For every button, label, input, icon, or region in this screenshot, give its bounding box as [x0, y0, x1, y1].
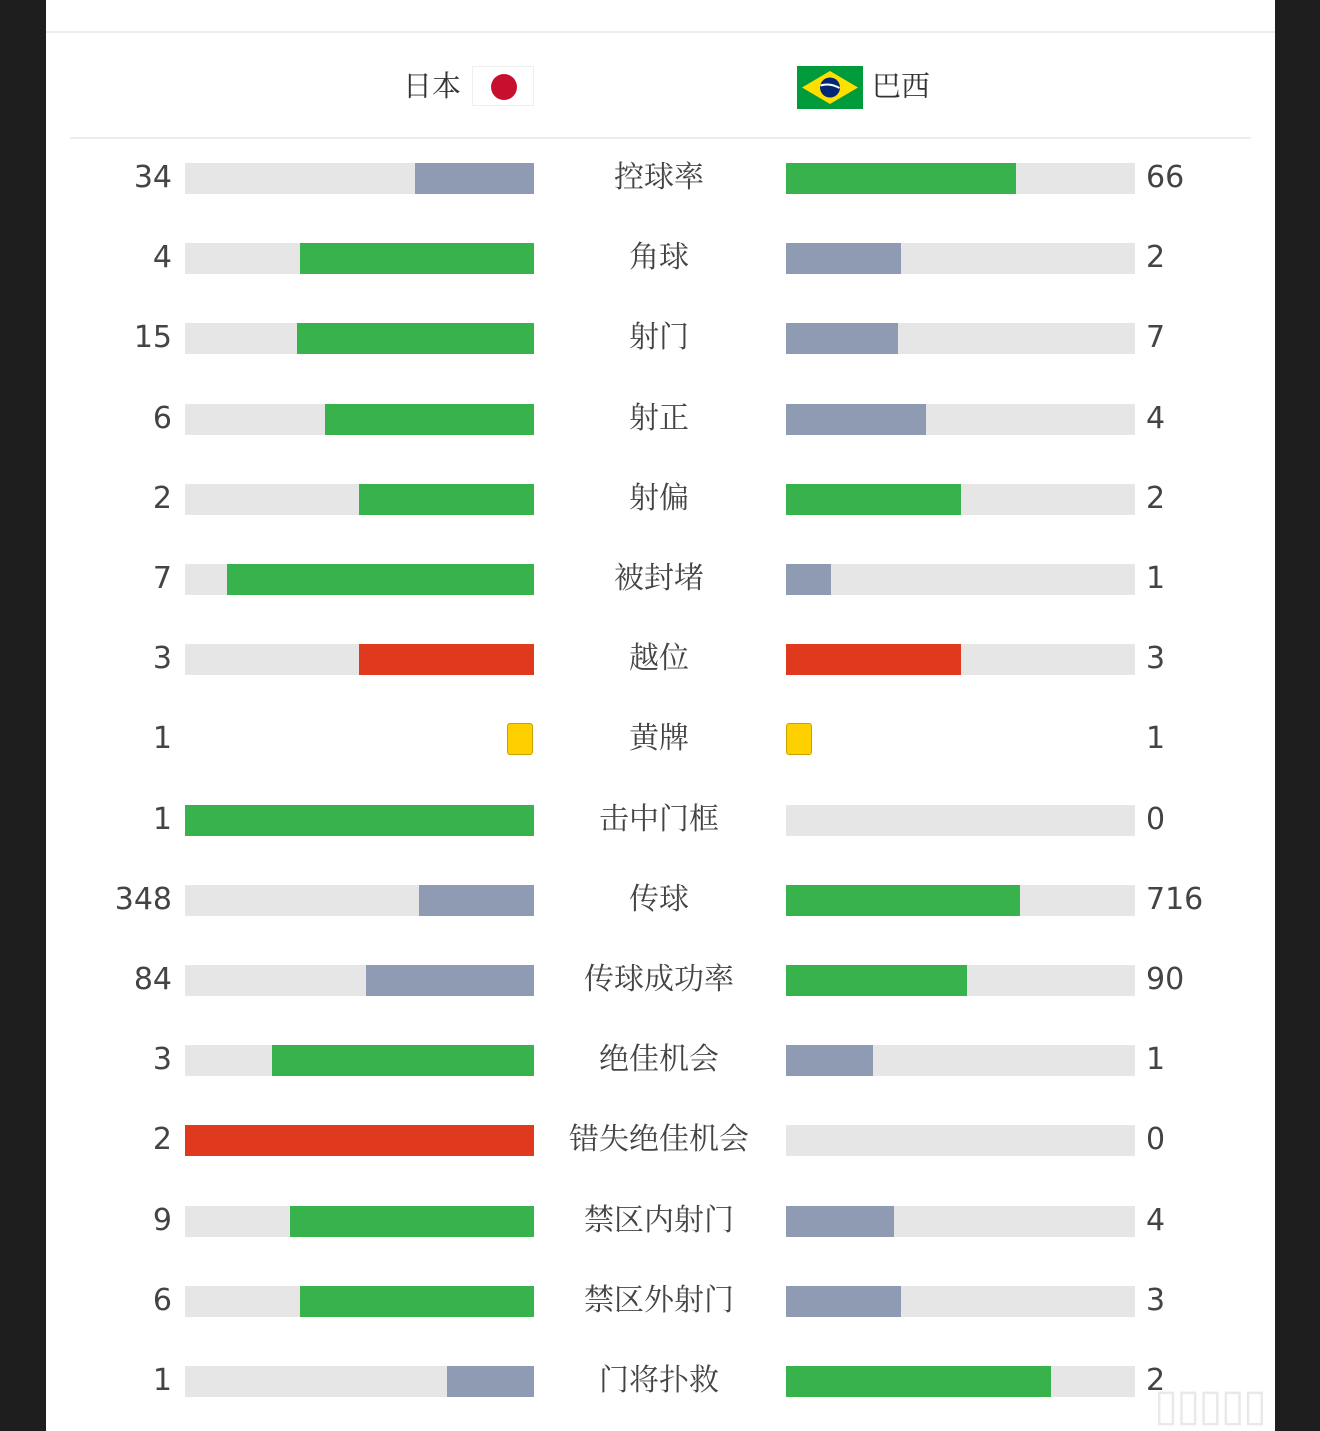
away-value: 1	[1146, 1042, 1166, 1078]
home-value: 9	[152, 1202, 172, 1238]
away-value: 0	[1146, 801, 1166, 837]
away-bar-track	[786, 965, 1135, 996]
away-bar-track	[786, 564, 1135, 595]
stat-label: 击中门框	[599, 801, 719, 837]
home-value: 7	[152, 561, 172, 596]
brazil-flag-icon	[797, 66, 863, 109]
away-value: 2	[1146, 1363, 1166, 1398]
home-value: 34	[133, 160, 172, 195]
home-bar-track	[185, 885, 534, 916]
stat-label: 被封堵	[614, 561, 704, 596]
away-bar-fill	[786, 323, 898, 354]
away-bar-track	[786, 323, 1135, 354]
away-team-name: 巴西	[872, 69, 931, 103]
japan-flag-icon	[472, 66, 534, 106]
home-bar-track	[185, 243, 534, 274]
away-bar-fill	[786, 564, 831, 595]
home-bar-fill	[359, 484, 534, 515]
home-bar-fill	[297, 323, 534, 354]
stat-row	[46, 1341, 1275, 1421]
home-bar-fill	[415, 163, 534, 194]
home-bar-track	[185, 1286, 534, 1317]
top-divider	[46, 31, 1275, 33]
home-value: 2	[152, 1122, 172, 1158]
away-bar-track	[786, 404, 1135, 435]
watermark-logo: ▯▯▯▯▯	[1154, 1380, 1266, 1431]
away-bar-fill	[786, 1045, 873, 1076]
home-bar-fill	[272, 1045, 534, 1076]
away-value: 4	[1146, 400, 1166, 436]
away-bar-track	[786, 1125, 1135, 1156]
stat-row	[46, 298, 1275, 378]
stat-label: 射偏	[629, 480, 689, 516]
stat-row	[46, 379, 1275, 459]
away-value: 90	[1146, 962, 1185, 997]
home-value: 6	[152, 400, 172, 436]
away-value: 0	[1146, 1122, 1166, 1158]
home-bar-fill	[290, 1206, 534, 1237]
home-bar-track	[185, 323, 534, 354]
home-bar-fill	[419, 885, 534, 916]
away-yellow-card-icon	[786, 723, 812, 755]
home-bar-fill	[300, 1286, 534, 1317]
away-bar-track	[786, 1206, 1135, 1237]
stat-label: 角球	[629, 240, 689, 276]
away-value: 3	[1146, 641, 1166, 677]
stat-row	[46, 780, 1275, 860]
home-bar-track	[185, 1366, 534, 1397]
away-bar-track	[786, 885, 1135, 916]
stat-label: 射正	[629, 400, 689, 436]
away-value: 7	[1146, 320, 1166, 356]
away-value: 4	[1146, 1202, 1166, 1238]
stat-row	[46, 619, 1275, 699]
stat-label: 禁区外射门	[584, 1282, 734, 1318]
stat-label: 禁区内射门	[584, 1202, 734, 1238]
away-bar-fill	[786, 1206, 894, 1237]
match-stats-panel	[46, 0, 1275, 1431]
stat-label: 越位	[629, 641, 689, 677]
away-bar-track	[786, 484, 1135, 515]
home-bar-fill	[447, 1366, 534, 1397]
home-value: 6	[152, 1282, 172, 1318]
home-value: 15	[133, 320, 172, 356]
home-bar-track	[185, 644, 534, 675]
stat-label: 错失绝佳机会	[569, 1122, 749, 1158]
stat-label: 绝佳机会	[599, 1042, 719, 1078]
home-bar-track	[185, 1206, 534, 1237]
away-bar-fill	[786, 1286, 901, 1317]
stat-label: 传球	[629, 881, 689, 917]
home-value: 3	[152, 641, 172, 677]
away-bar-track	[786, 1045, 1135, 1076]
home-bar-fill	[185, 805, 534, 836]
home-value: 2	[152, 480, 172, 516]
home-bar-fill	[185, 1125, 534, 1156]
away-bar-track	[786, 644, 1135, 675]
away-value: 716	[1146, 881, 1204, 917]
home-yellow-card-icon	[507, 723, 533, 755]
stat-row	[46, 1181, 1275, 1261]
away-bar-fill	[786, 644, 961, 675]
away-bar-fill	[786, 1366, 1051, 1397]
home-bar-fill	[325, 404, 534, 435]
away-value: 1	[1146, 721, 1166, 757]
stat-label: 门将扑救	[599, 1363, 719, 1398]
stat-label: 控球率	[614, 160, 704, 195]
home-bar-track	[185, 1125, 534, 1156]
stat-row	[46, 1100, 1275, 1180]
away-bar-fill	[786, 163, 1016, 194]
stat-row	[46, 138, 1275, 218]
stat-row	[46, 1261, 1275, 1341]
away-value: 66	[1146, 160, 1185, 195]
home-bar-fill	[366, 965, 534, 996]
stat-row	[46, 459, 1275, 539]
stat-label: 黄牌	[629, 721, 689, 757]
away-bar-track	[786, 243, 1135, 274]
home-bar-track	[185, 404, 534, 435]
away-value: 3	[1146, 1282, 1166, 1318]
home-bar-track	[185, 805, 534, 836]
away-value: 1	[1146, 561, 1166, 596]
home-value: 1	[152, 1363, 172, 1398]
stat-label: 射门	[629, 320, 689, 356]
stat-row	[46, 699, 1275, 779]
home-value: 84	[133, 962, 172, 997]
stat-row	[46, 860, 1275, 940]
stat-row	[46, 218, 1275, 298]
home-bar-track	[185, 564, 534, 595]
away-bar-fill	[786, 404, 926, 435]
away-value: 2	[1146, 480, 1166, 516]
away-bar-track	[786, 1286, 1135, 1317]
away-bar-fill	[786, 885, 1020, 916]
away-bar-track	[786, 1366, 1135, 1397]
stat-label: 传球成功率	[584, 962, 734, 997]
home-value: 4	[152, 240, 172, 276]
away-value: 2	[1146, 240, 1166, 276]
stat-row	[46, 1020, 1275, 1100]
home-bar-track	[185, 1045, 534, 1076]
stat-row	[46, 539, 1275, 619]
home-bar-fill	[300, 243, 534, 274]
home-bar-track	[185, 484, 534, 515]
home-value: 348	[114, 881, 172, 917]
home-value: 1	[152, 721, 172, 757]
away-bar-fill	[786, 484, 961, 515]
stat-row	[46, 940, 1275, 1020]
away-bar-track	[786, 163, 1135, 194]
home-bar-fill	[359, 644, 534, 675]
home-bar-fill	[227, 564, 534, 595]
away-bar-track	[786, 805, 1135, 836]
home-bar-track	[185, 163, 534, 194]
away-bar-fill	[786, 965, 967, 996]
away-bar-fill	[786, 243, 901, 274]
home-bar-track	[185, 965, 534, 996]
home-value: 3	[152, 1042, 172, 1078]
home-team-name: 日本	[403, 69, 462, 103]
home-value: 1	[152, 801, 172, 837]
